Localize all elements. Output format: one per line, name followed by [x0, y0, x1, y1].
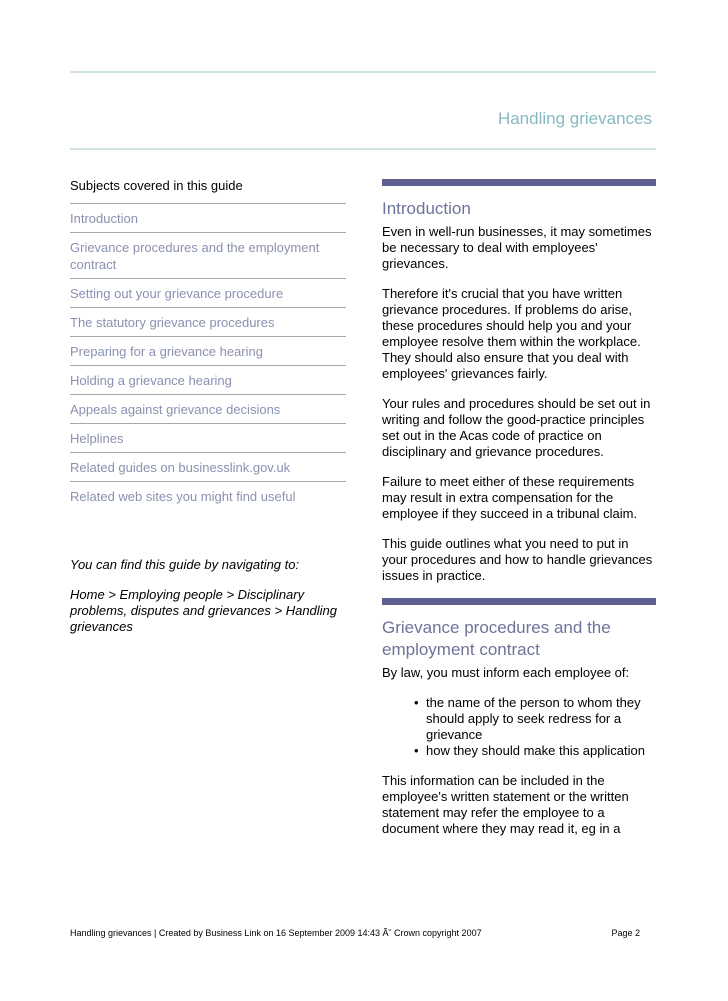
toc-heading: Subjects covered in this guide — [70, 178, 243, 193]
intro-paragraph: This guide outlines what you need to put in your procedures and how to handle grievances issues in practice. — [382, 536, 653, 583]
contract-lead: By law, you must inform each employee of: — [382, 665, 630, 680]
navigation-hint — [70, 557, 346, 635]
toc-link-preparing-hearing[interactable]: Preparing for a grievance hearing — [70, 337, 346, 366]
intro-paragraph: Therefore it's crucial that you have written grievance procedures. If problems do arise, these procedures should help you and your employee resolve them within the workplace. They should also ensure that you deal with employees' grievances fairly. — [382, 286, 641, 381]
page-footer — [70, 928, 656, 938]
intro-paragraph: Failure to meet either of these requirements may result in extra compensation for the employee if they succeed in a tribunal claim. — [382, 474, 638, 521]
header-top-rule — [70, 71, 656, 73]
page-number: Page 2 — [611, 928, 640, 938]
contract-heading: Grievance procedures and the employment contract — [382, 618, 611, 659]
navigation-path: Home > Employing people > Disciplinary problems, disputes and grievances > Handling grievances — [70, 587, 338, 634]
toc-link-helplines[interactable]: Helplines — [70, 424, 346, 453]
bullet-item: • how they should make this application — [426, 743, 656, 759]
left-column — [70, 178, 346, 649]
toc-link-appeals[interactable]: Appeals against grievance decisions — [70, 395, 346, 424]
toc-link-setting-out-procedure[interactable]: Setting out your grievance procedure — [70, 279, 346, 308]
right-column — [382, 179, 656, 851]
toc-link-holding-hearing[interactable]: Holding a grievance hearing — [70, 366, 346, 395]
toc-list — [70, 203, 346, 510]
introduction-heading: Introduction — [382, 199, 471, 218]
toc-link-employment-contract[interactable]: Grievance procedures and the employment contract — [70, 233, 346, 279]
toc-link-statutory-procedures[interactable]: The statutory grievance procedures — [70, 308, 346, 337]
toc-link-introduction[interactable]: Introduction — [70, 204, 346, 233]
header-bottom-rule — [70, 148, 656, 150]
toc-link-related-guides[interactable]: Related guides on businesslink.gov.uk — [70, 453, 346, 482]
contract-trailing-paragraph: This information can be included in the employee's written statement or the written statement may refer the employee to a document where they may read it, eg in a — [382, 773, 629, 836]
document-title: Handling grievances — [497, 109, 652, 128]
section-divider-bar — [382, 179, 656, 186]
intro-paragraph: Even in well-run businesses, it may sometimes be necessary to deal with employees' grievances. — [382, 224, 652, 271]
toc-link-related-web-sites[interactable]: Related web sites you might find useful — [70, 489, 296, 504]
section-divider-bar — [382, 598, 656, 605]
bullet-item: • the name of the person to whom they should apply to seek redress for a grievance — [426, 695, 656, 743]
navigation-intro: You can find this guide by navigating to: — [70, 557, 300, 572]
contract-bullet-list — [382, 695, 656, 759]
intro-paragraph: Your rules and procedures should be set out in writing and follow the good-practice principles set out in the Acas code of practice on disciplinary and grievance procedures. — [382, 396, 651, 459]
footer-text: Handling grievances | Created by Business Link on 16 September 2009 14:43 Ã˘ Crown copyright 2007 — [70, 928, 482, 938]
